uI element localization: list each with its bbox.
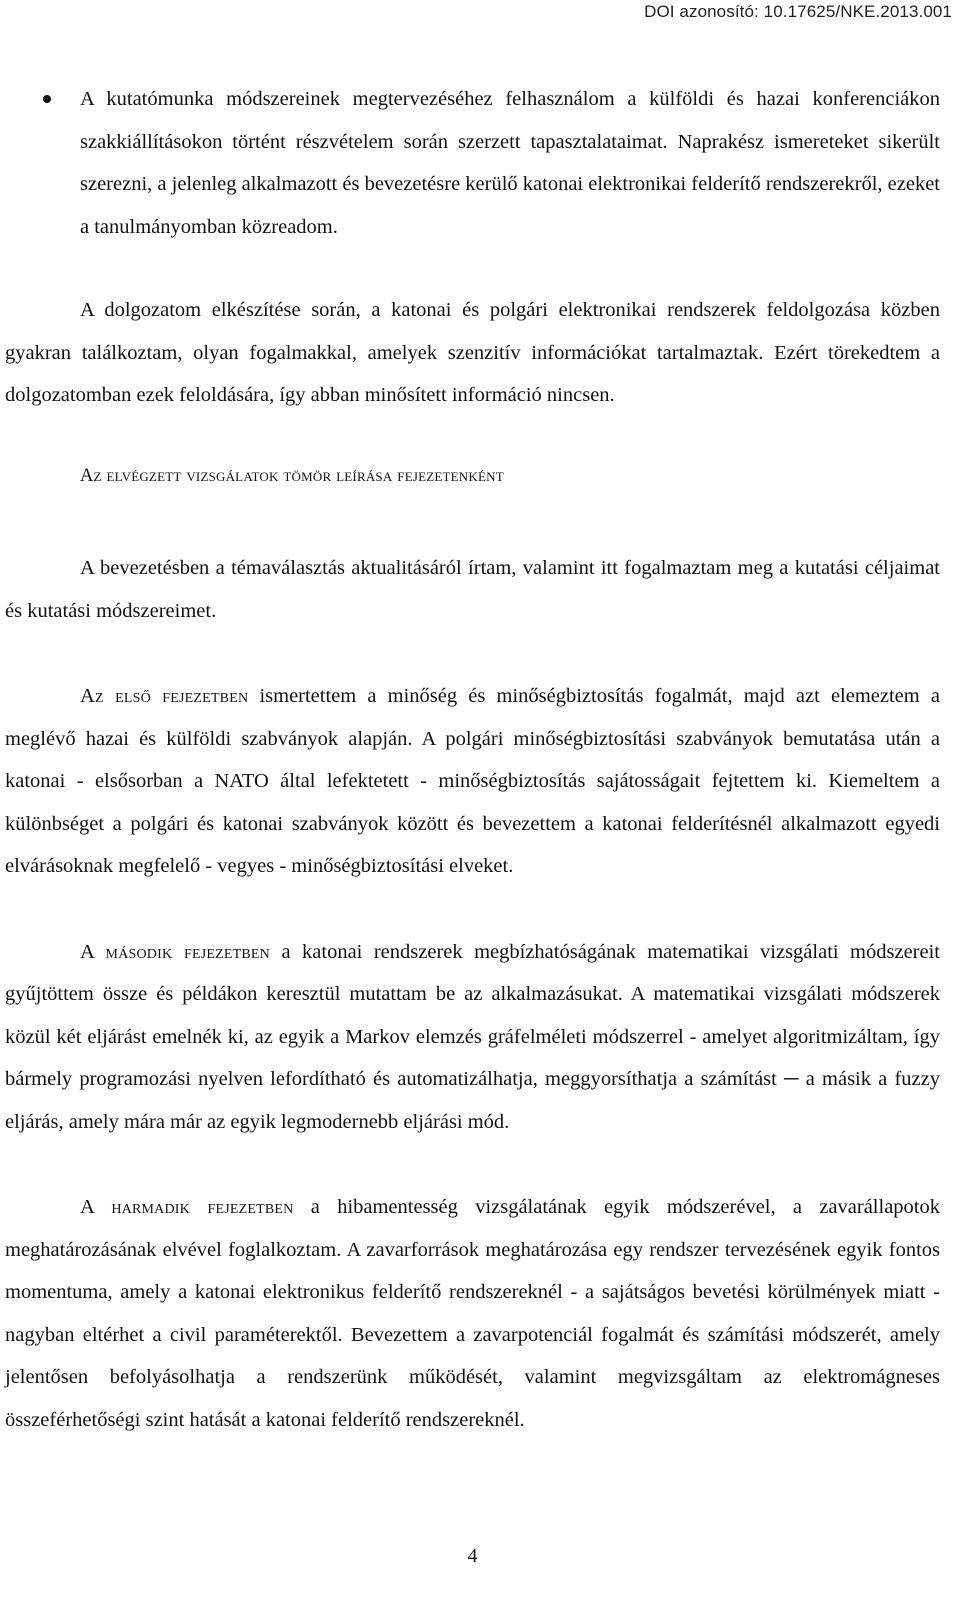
section-heading: Az elvégzett vizsgálatok tömör leírása fejezetenként bbox=[80, 465, 504, 486]
doi-identifier: DOI azonosító: 10.17625/NKE.2013.001 bbox=[644, 2, 952, 21]
paragraph-chapter-two bbox=[5, 931, 940, 1144]
bullet-icon bbox=[43, 95, 51, 103]
paragraph-sensitive-info: A dolgozatom elkészítése során, a katonai és polgári elektronikai rendszerek feldolgozása közben gyakran találkoztam, olyan fogalmakkal, amelyek szenzitív információkat tartalmaztak. Ezért törekedtem a dolgozatomban ezek feloldására, így abban minősített információ nincsen. bbox=[5, 299, 940, 406]
page-number: 4 bbox=[467, 1545, 478, 1567]
bullet-paragraph: A kutatómunka módszereinek megtervezéséhez felhasználom a külföldi és hazai konferenciákon szakkiállításokon történt részvételem során szerzett tapasztalataimat. Naprakész ismereteket sikerült szerezni, a jelenleg alkalmazott és bevezetésre kerülő katonai elektronikai felderítő rendszerekről, ezeket a tanulmányomban közreadom. bbox=[80, 88, 940, 238]
paragraph-chapter-one bbox=[5, 675, 940, 888]
chapter-two-lead: A második fejezetben bbox=[80, 940, 270, 963]
paragraph-chapter-three bbox=[5, 1186, 940, 1441]
chapter-two-text: a katonai rendszerek megbízhatóságának matematikai vizsgálati módszereit gyűjtöttem össze és példákon keresztül mutattam be az alkalmazásukat. A matematikai vizsgálati módszerek közül két eljárást emelnék ki, az egyik a Markov elemzés gráfelméleti módszerrel - amelyet algoritmizáltam, így bármely programozási nyelven lefordítható és automatizálhatja, meggyorsíthatja a számítást ─ a másik a fuzzy eljárás, amely mára már az egyik legmodernebb eljárási mód. bbox=[5, 940, 940, 1133]
chapter-one-text: ismertettem a minőség és minőségbiztosítás fogalmát, majd azt elemeztem a meglévő hazai és külföldi szabványok alapján. A polgári minőségbiztosítási szabványok bemutatása után a katonai - elsősorban a NATO által lefektetett - minőségbiztosítás sajátosságait fejtettem ki. Kiemeltem a különbséget a polgári és katonai szabványok között és bevezettem a katonai felderítésnél alkalmazott egyedi elvárásoknak megfelelő - vegyes - minőségbiztosítási elveket. bbox=[5, 685, 940, 877]
chapter-one-lead: Az első fejezetben bbox=[80, 685, 249, 707]
chapter-three-text: a hibamentesség vizsgálatának egyik módszerével, a zavarállapotok meghatározásának elvével foglalkoztam. A zavarforrások meghatározása egy rendszer tervezésének egyik fontos momentuma, amely a katonai elektronikus felderítő rendszereknél - a sajátságos bevetési körülmények miatt - nagyban eltérhet a civil paraméterektől. Bevezettem a zavarpotenciál fogalmát és számítási módszerét, amely jelentősen befolyásolhatja a rendszerünk működését, valamint megvizsgáltam az elektromágneses összeférhetőségi szint hatását a katonai felderítő rendszereknél. bbox=[5, 1196, 940, 1431]
bullet-list-item bbox=[5, 78, 940, 248]
chapter-three-lead: A harmadik fejezetben bbox=[80, 1196, 294, 1218]
document-body bbox=[5, 78, 940, 1441]
paragraph-introduction: A bevezetésben a témaválasztás aktualitásáról írtam, valamint itt fogalmaztam meg a kutatási céljaimat és kutatási módszereimet. bbox=[5, 557, 940, 622]
